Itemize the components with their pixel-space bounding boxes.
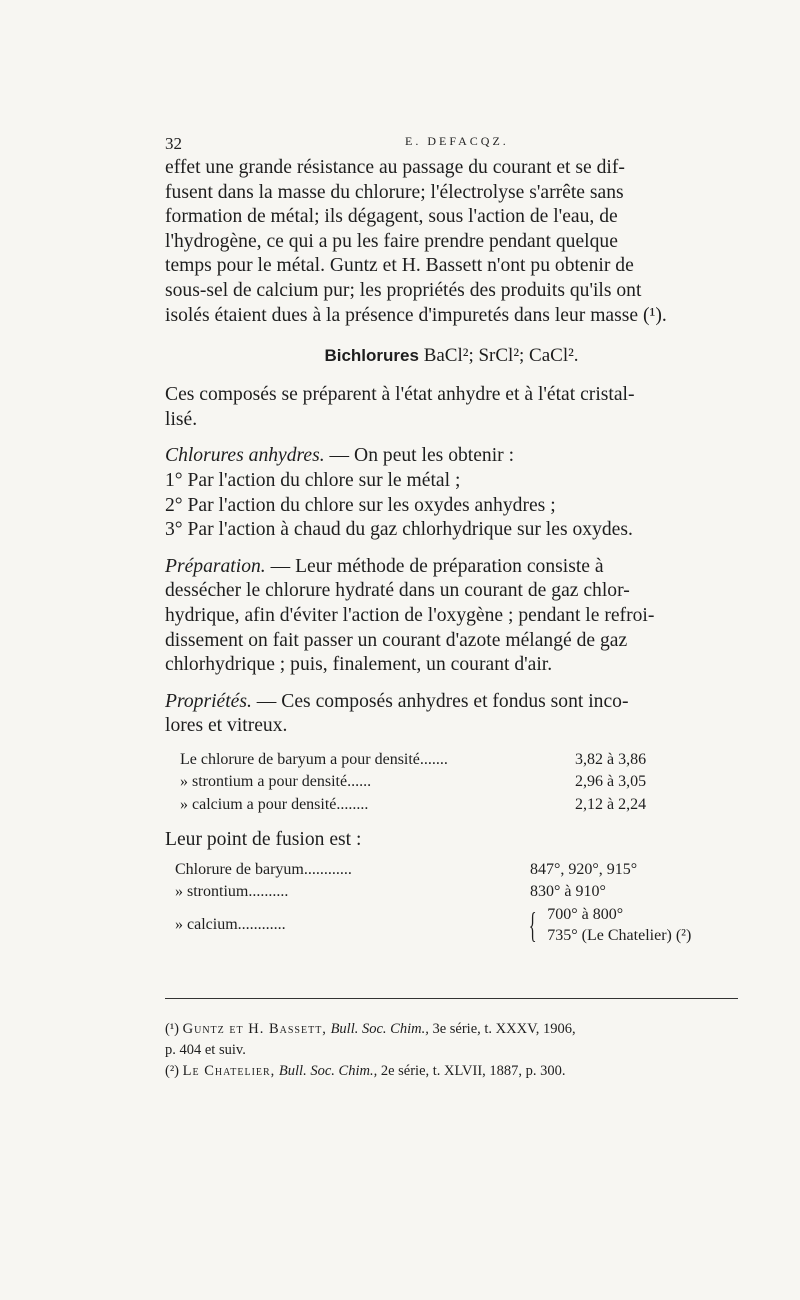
text-line: Ces composés se préparent à l'état anhydre et à l'état cristal- [165, 384, 635, 406]
footnote-author: Guntz et H. Bassett, [182, 1021, 327, 1037]
states-paragraph [165, 383, 738, 432]
text-line: isolés étaient dues à la présence d'impuretés dans leur masse (¹). [165, 304, 667, 326]
list-item: 1° Par l'action du chlore sur le métal ; [165, 469, 461, 491]
table-row [180, 771, 730, 794]
intro-paragraph [165, 156, 738, 328]
heading-label: Bichlorures [324, 346, 419, 366]
row-label: » strontium a pour densité...... [180, 773, 372, 791]
row-label: » strontium.......... [175, 883, 289, 901]
preparation-section [165, 555, 738, 678]
text-line: effet une grande résistance au passage du courant et se dif- [165, 157, 625, 178]
subsection-title: Propriétés. [165, 690, 252, 712]
density-table [180, 749, 730, 817]
footnote-journal: Bull. Soc. Chim., [330, 1021, 429, 1037]
text-line: lores et vitreux. [165, 715, 288, 737]
footnote [165, 1061, 738, 1082]
text-line: — Ces composés anhydres et fondus sont inco- [251, 690, 629, 712]
properties-section [165, 690, 738, 739]
text-line: lisé. [165, 408, 198, 430]
row-value: 2,96 à 3,05 [575, 773, 647, 791]
text-line: formation de métal; ils dégagent, sous l'action de l'eau, de [165, 206, 618, 228]
section-heading [165, 345, 738, 371]
footnote-author: Le Chatelier, [182, 1063, 276, 1079]
heading-formulas: BaCl²; SrCl²; CaCl². [423, 345, 579, 367]
row-value: 830° à 910° [530, 883, 606, 901]
book-page [165, 126, 738, 1079]
table-row [180, 749, 730, 772]
footnote-ref: 2e série, t. XLVII, 1887, p. 300. [380, 1063, 566, 1079]
footnote [165, 1019, 738, 1061]
page-header [165, 126, 738, 156]
list-item: 2° Par l'action du chlore sur les oxydes anhydres ; [165, 494, 556, 516]
footnotes [165, 1019, 738, 1082]
table-row [175, 881, 735, 904]
row-value: 3,82 à 3,86 [575, 750, 647, 768]
footnote-journal: Bull. Soc. Chim., [278, 1063, 378, 1079]
footnote-divider [165, 998, 738, 999]
footnote-mark: (¹) [165, 1021, 180, 1037]
row-label: » calcium a pour densité........ [180, 795, 369, 813]
brace-icon: { [528, 904, 537, 945]
subsection-title: Chlorures anhydres. [165, 445, 325, 467]
row-label: Le chlorure de baryum a pour densité....... [180, 750, 448, 768]
subsection-title: Préparation. [165, 555, 266, 577]
row-value: 735° (Le Chatelier) (²) [547, 926, 692, 944]
footnote-mark: (²) [165, 1063, 180, 1079]
table-row [175, 904, 735, 946]
text-line: sous-sel de calcium pur; les propriétés des produits qu'ils ont [165, 279, 642, 301]
text-line: dessécher le chlorure hydraté dans un courant de gaz chlor- [165, 580, 630, 602]
fusion-table [175, 859, 735, 946]
footnote-continuation: p. 404 et suiv. [165, 1042, 246, 1058]
footnote-ref: 3e série, t. XXXV, 1906, [432, 1021, 576, 1037]
fusion-intro: Leur point de fusion est : [165, 829, 362, 851]
table-row [180, 794, 730, 817]
subsection-lead: — On peut les obtenir : [324, 445, 515, 467]
text-line: hydrique, afin d'éviter l'action de l'oxygène ; pendant le refroi- [165, 604, 655, 626]
anhydrous-section [165, 444, 738, 542]
list-item: 3° Par l'action à chaud du gaz chlorhydrique sur les oxydes. [165, 519, 633, 541]
row-label: » calcium............ [175, 915, 286, 933]
row-value: 847°, 920°, 915° [530, 860, 638, 878]
text-line: temps pour le métal. Guntz et H. Bassett n'ont pu obtenir de [165, 255, 634, 277]
text-line: dissement on fait passer un courant d'azote mélangé de gaz [165, 629, 628, 651]
text-line: l'hydrogène, ce qui a pu les faire prendre pendant quelque [165, 230, 618, 252]
text-line: fusent dans la masse du chlorure; l'électrolyse s'arrête sans [165, 181, 624, 203]
row-value: 700° à 800° [547, 905, 624, 923]
table-row [175, 859, 735, 882]
row-value: 2,12 à 2,24 [575, 795, 647, 813]
row-label: Chlorure de baryum............ [175, 860, 352, 878]
running-title: E. DEFACQZ. [405, 134, 509, 148]
page-number: 32 [165, 134, 182, 153]
text-line: — Leur méthode de préparation consiste à [265, 555, 604, 577]
text-line: chlorhydrique ; puis, finalement, un courant d'air. [165, 654, 553, 676]
